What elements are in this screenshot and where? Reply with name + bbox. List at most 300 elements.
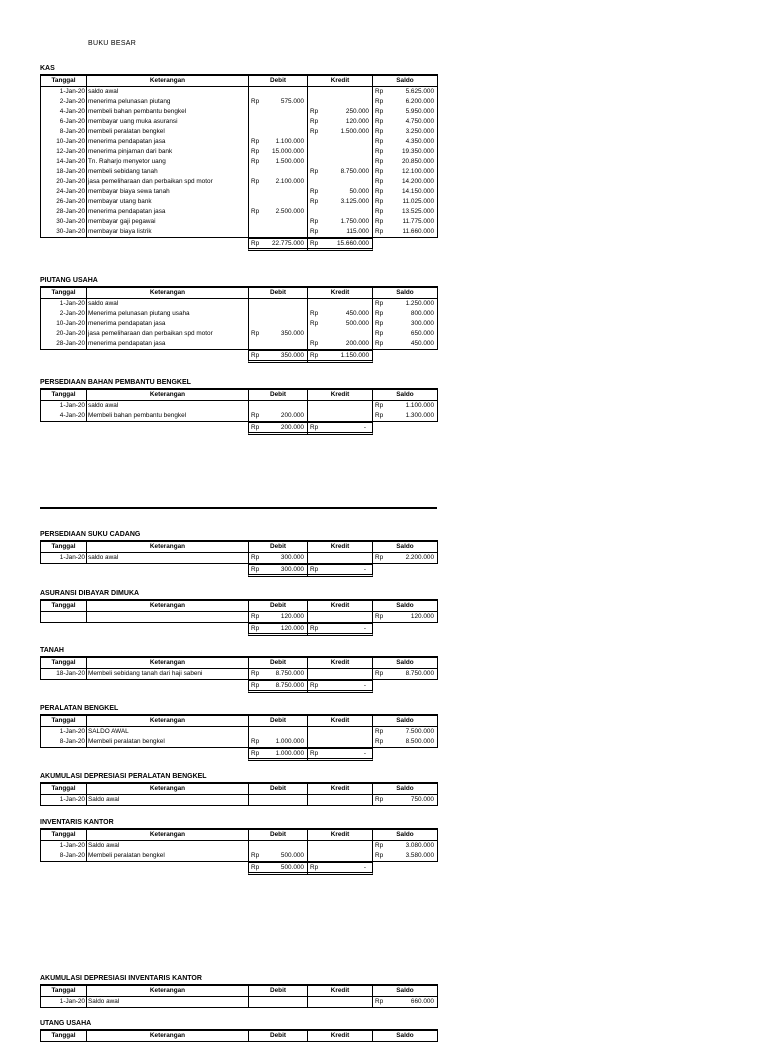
cell-kredit <box>308 669 373 680</box>
total-debit <box>248 623 308 636</box>
cell-tanggal: 1-Jan-20 <box>41 997 87 1008</box>
ledger-table <box>40 388 438 422</box>
table-row <box>41 997 438 1008</box>
ledger-table <box>40 984 438 1008</box>
cell-keterangan: jasa pemeliharaan dan perbaikan spd motor <box>87 177 249 187</box>
amount: 660.000 <box>410 998 434 1005</box>
amount: 750.000 <box>410 796 434 803</box>
currency-label: Rp <box>375 228 384 235</box>
currency-label: Rp <box>375 138 384 145</box>
cell-debit <box>249 87 308 98</box>
currency-label: Rp <box>251 738 260 745</box>
amount: 300.000 <box>280 554 304 561</box>
cell-kredit <box>308 97 373 107</box>
cell-tanggal: 1-Jan-20 <box>41 727 87 738</box>
total-debit <box>248 680 308 693</box>
cell-saldo <box>373 167 438 177</box>
amount: 120.000 <box>280 625 304 632</box>
amount: 120.000 <box>345 118 369 125</box>
table-row <box>41 309 438 319</box>
cell-keterangan: membayar biaya sewa tanah <box>87 187 249 197</box>
section-title: INVENTARIS KANTOR <box>40 819 114 826</box>
cell-debit <box>249 117 308 127</box>
total-kredit <box>307 422 373 435</box>
cell-kredit <box>308 187 373 197</box>
cell-kredit <box>308 107 373 117</box>
amount: 1.000.000 <box>275 738 304 745</box>
currency-label: Rp <box>375 148 384 155</box>
currency-label: Rp <box>251 566 260 573</box>
amount: 1.500.000 <box>275 158 304 165</box>
amount: 11.660.000 <box>402 228 434 235</box>
currency-label: Rp <box>375 412 384 419</box>
cell-debit <box>249 227 308 238</box>
ledger-table <box>40 1029 438 1042</box>
cell-keterangan: menerima pendapatan jasa <box>87 137 249 147</box>
header-tanggal: Tanggal <box>41 715 87 727</box>
header-keterangan: Keterangan <box>87 75 249 87</box>
ledger-section <box>40 772 437 806</box>
total-kredit <box>307 623 373 636</box>
currency-label: Rp <box>251 864 260 871</box>
currency-label: Rp <box>375 670 384 677</box>
cell-keterangan: jasa pemeliharaan dan perbaikan spd motor <box>87 329 249 339</box>
header-keterangan: Keterangan <box>87 541 249 553</box>
currency-label: Rp <box>375 128 384 135</box>
cell-tanggal: 1-Jan-20 <box>41 87 87 98</box>
cell-saldo <box>373 795 438 806</box>
currency-label: Rp <box>310 310 319 317</box>
cell-saldo <box>373 997 438 1008</box>
cell-debit <box>249 137 308 147</box>
amount: 1.300.000 <box>405 412 434 419</box>
table-row <box>41 727 438 738</box>
cell-keterangan: membeli peralatan bengkel <box>87 127 249 137</box>
total-kredit <box>307 238 373 251</box>
currency-label: Rp <box>375 728 384 735</box>
cell-keterangan: Membeli peralatan bengkel <box>87 737 249 748</box>
cell-kredit <box>308 612 373 623</box>
header-row <box>41 75 438 87</box>
amount: 250.000 <box>345 108 369 115</box>
currency-label: Rp <box>310 750 319 757</box>
header-saldo: Saldo <box>373 829 438 841</box>
cell-keterangan: menerima pendapatan jasa <box>87 339 249 350</box>
ledger-section <box>40 378 437 433</box>
cell-tanggal: 30-Jan-20 <box>41 217 87 227</box>
cell-debit <box>249 107 308 117</box>
ledger-section <box>40 646 437 691</box>
cell-saldo <box>373 339 438 350</box>
amount: 3.080.000 <box>405 842 434 849</box>
amount: 200.000 <box>280 424 304 431</box>
header-debit: Debit <box>249 600 308 612</box>
cell-debit <box>249 299 308 310</box>
header-debit: Debit <box>249 541 308 553</box>
cell-tanggal: 18-Jan-20 <box>41 167 87 177</box>
cell-kredit <box>308 299 373 310</box>
cell-keterangan: membayar utang bank <box>87 197 249 207</box>
header-saldo: Saldo <box>373 287 438 299</box>
table-row <box>41 411 438 422</box>
amount: - <box>363 625 366 632</box>
total-kredit <box>307 862 373 875</box>
table-row <box>41 851 438 862</box>
ledger-section <box>40 589 437 634</box>
amount: 1.500.000 <box>340 128 369 135</box>
currency-label: Rp <box>375 340 384 347</box>
currency-label: Rp <box>310 864 319 871</box>
cell-keterangan: Menerima pelunasan piutang usaha <box>87 309 249 319</box>
table-row <box>41 669 438 680</box>
total-debit <box>248 748 308 761</box>
cell-debit <box>249 309 308 319</box>
cell-keterangan: membayar biaya listrik <box>87 227 249 238</box>
cell-tanggal: 10-Jan-20 <box>41 137 87 147</box>
header-keterangan: Keterangan <box>87 657 249 669</box>
cell-tanggal: 6-Jan-20 <box>41 117 87 127</box>
cell-debit <box>249 401 308 412</box>
table-row <box>41 737 438 748</box>
cell-kredit <box>308 309 373 319</box>
section-title: AKUMULASI DEPRESIASI INVENTARIS KANTOR <box>40 975 202 982</box>
header-tanggal: Tanggal <box>41 783 87 795</box>
amount: 50.000 <box>349 188 369 195</box>
ledger-section <box>40 818 437 873</box>
amount: 1.250.000 <box>405 300 434 307</box>
cell-saldo <box>373 319 438 329</box>
amount: 500.000 <box>280 852 304 859</box>
currency-label: Rp <box>375 320 384 327</box>
cell-saldo <box>373 401 438 412</box>
currency-label: Rp <box>251 330 260 337</box>
cell-kredit <box>308 329 373 339</box>
cell-kredit <box>308 227 373 238</box>
amount: - <box>363 424 366 431</box>
amount: 200.000 <box>280 412 304 419</box>
cell-saldo <box>373 727 438 738</box>
amount: - <box>363 864 366 871</box>
totals-row <box>40 862 437 873</box>
header-kredit: Kredit <box>308 783 373 795</box>
cell-debit <box>249 217 308 227</box>
currency-label: Rp <box>251 554 260 561</box>
currency-label: Rp <box>310 228 319 235</box>
ledger-table <box>40 599 438 623</box>
currency-label: Rp <box>310 682 319 689</box>
currency-label: Rp <box>310 218 319 225</box>
currency-label: Rp <box>251 178 260 185</box>
amount: 15.000.000 <box>272 148 304 155</box>
amount: 1.750.000 <box>340 218 369 225</box>
amount: 450.000 <box>345 310 369 317</box>
cell-tanggal: 26-Jan-20 <box>41 197 87 207</box>
cell-keterangan: menerima pendapatan jasa <box>87 207 249 217</box>
cell-debit <box>249 127 308 137</box>
currency-label: Rp <box>375 168 384 175</box>
cell-saldo <box>373 309 438 319</box>
ledger-section <box>40 974 437 1008</box>
currency-label: Rp <box>310 340 319 347</box>
table-row <box>41 147 438 157</box>
table-row <box>41 107 438 117</box>
table-row <box>41 217 438 227</box>
cell-tanggal <box>41 612 87 623</box>
amount: 19.350.000 <box>402 148 434 155</box>
cell-keterangan: Tn. Raharjo menyetor uang <box>87 157 249 167</box>
cell-debit <box>249 207 308 217</box>
cell-saldo <box>373 669 438 680</box>
cell-tanggal: 14-Jan-20 <box>41 157 87 167</box>
amount: 5.625.000 <box>405 88 434 95</box>
cell-debit <box>249 339 308 350</box>
header-tanggal: Tanggal <box>41 541 87 553</box>
header-keterangan: Keterangan <box>87 287 249 299</box>
amount: 20.850.000 <box>402 158 434 165</box>
header-debit: Debit <box>249 783 308 795</box>
section-title: UTANG USAHA <box>40 1020 92 1027</box>
header-debit: Debit <box>249 75 308 87</box>
currency-label: Rp <box>251 158 260 165</box>
currency-label: Rp <box>310 128 319 135</box>
totals-row <box>40 422 437 433</box>
ledger-section <box>40 276 437 361</box>
currency-label: Rp <box>310 424 319 431</box>
cell-keterangan: Membeli peralatan bengkel <box>87 851 249 862</box>
ledger-section <box>40 704 437 759</box>
cell-keterangan: saldo awal <box>87 553 249 564</box>
header-kredit: Kredit <box>308 829 373 841</box>
header-debit: Debit <box>249 715 308 727</box>
cell-kredit <box>308 117 373 127</box>
header-row <box>41 783 438 795</box>
currency-label: Rp <box>310 188 319 195</box>
cell-keterangan: Membeli sebidang tanah dari haji sabeni <box>87 669 249 680</box>
cell-debit <box>249 737 308 748</box>
amount: 12.100.000 <box>402 168 434 175</box>
amount: 120.000 <box>410 613 434 620</box>
header-kredit: Kredit <box>308 1030 373 1042</box>
cell-kredit <box>308 127 373 137</box>
header-kredit: Kredit <box>308 541 373 553</box>
amount: 1.100.000 <box>275 138 304 145</box>
currency-label: Rp <box>251 98 260 105</box>
currency-label: Rp <box>375 796 384 803</box>
currency-label: Rp <box>310 118 319 125</box>
currency-label: Rp <box>310 198 319 205</box>
ledger-table <box>40 714 438 748</box>
amount: 11.775.000 <box>402 218 434 225</box>
amount: 1.100.000 <box>405 402 434 409</box>
header-tanggal: Tanggal <box>41 1030 87 1042</box>
ledger-table <box>40 782 438 806</box>
table-row <box>41 207 438 217</box>
table-row <box>41 117 438 127</box>
cell-kredit <box>308 997 373 1008</box>
currency-label: Rp <box>251 625 260 632</box>
cell-keterangan: membeli sebidang tanah <box>87 167 249 177</box>
amount: 2.100.000 <box>275 178 304 185</box>
cell-debit <box>249 97 308 107</box>
cell-kredit <box>308 401 373 412</box>
header-keterangan: Keterangan <box>87 600 249 612</box>
cell-keterangan <box>87 612 249 623</box>
header-keterangan: Keterangan <box>87 715 249 727</box>
table-row <box>41 137 438 147</box>
header-saldo: Saldo <box>373 715 438 727</box>
total-kredit <box>307 748 373 761</box>
amount: 7.500.000 <box>405 728 434 735</box>
amount: 575.000 <box>280 98 304 105</box>
cell-keterangan: menerima pelunasan piutang <box>87 97 249 107</box>
cell-tanggal: 20-Jan-20 <box>41 177 87 187</box>
header-tanggal: Tanggal <box>41 829 87 841</box>
amount: 5.950.000 <box>405 108 434 115</box>
header-debit: Debit <box>249 985 308 997</box>
total-debit <box>248 350 308 363</box>
currency-label: Rp <box>375 208 384 215</box>
cell-saldo <box>373 227 438 238</box>
total-kredit <box>307 564 373 577</box>
currency-label: Rp <box>251 750 260 757</box>
cell-kredit <box>308 207 373 217</box>
cell-saldo <box>373 329 438 339</box>
ledger-table <box>40 540 438 564</box>
total-kredit <box>307 350 373 363</box>
totals-row <box>40 748 437 759</box>
table-row <box>41 127 438 137</box>
header-tanggal: Tanggal <box>41 389 87 401</box>
cell-kredit <box>308 411 373 422</box>
cell-tanggal: 4-Jan-20 <box>41 107 87 117</box>
header-debit: Debit <box>249 389 308 401</box>
amount: - <box>363 682 366 689</box>
cell-saldo <box>373 207 438 217</box>
currency-label: Rp <box>251 613 260 620</box>
cell-tanggal: 20-Jan-20 <box>41 329 87 339</box>
header-kredit: Kredit <box>308 75 373 87</box>
currency-label: Rp <box>375 158 384 165</box>
header-row <box>41 287 438 299</box>
cell-kredit <box>308 87 373 98</box>
total-debit <box>248 564 308 577</box>
amount: - <box>363 566 366 573</box>
cell-keterangan: saldo awal <box>87 87 249 98</box>
currency-label: Rp <box>375 300 384 307</box>
ledger-section <box>40 1019 437 1042</box>
currency-label: Rp <box>375 998 384 1005</box>
table-row <box>41 319 438 329</box>
ledger-section <box>40 530 437 575</box>
header-kredit: Kredit <box>308 389 373 401</box>
table-row <box>41 227 438 238</box>
cell-tanggal: 2-Jan-20 <box>41 97 87 107</box>
ledger-table <box>40 828 438 862</box>
cell-tanggal: 12-Jan-20 <box>41 147 87 157</box>
amount: 8.750.000 <box>340 168 369 175</box>
section-title: PERALATAN BENGKEL <box>40 705 119 712</box>
document-title: BUKU BESAR <box>88 40 137 47</box>
amount: 8.750.000 <box>275 682 304 689</box>
cell-tanggal: 1-Jan-20 <box>41 299 87 310</box>
table-row <box>41 167 438 177</box>
cell-saldo <box>373 87 438 98</box>
total-debit <box>248 862 308 875</box>
cell-saldo <box>373 612 438 623</box>
ledger-table <box>40 286 438 350</box>
header-debit: Debit <box>249 829 308 841</box>
amount: 500.000 <box>280 864 304 871</box>
amount: - <box>363 750 366 757</box>
currency-label: Rp <box>251 138 260 145</box>
cell-debit <box>249 147 308 157</box>
cell-debit <box>249 177 308 187</box>
cell-keterangan: menerima pendapatan jasa <box>87 319 249 329</box>
header-keterangan: Keterangan <box>87 829 249 841</box>
cell-saldo <box>373 117 438 127</box>
amount: 2.200.000 <box>405 554 434 561</box>
cell-tanggal: 1-Jan-20 <box>41 401 87 412</box>
header-kredit: Kredit <box>308 600 373 612</box>
header-saldo: Saldo <box>373 985 438 997</box>
section-title: TANAH <box>40 647 64 654</box>
amount: 3.250.000 <box>405 128 434 135</box>
table-row <box>41 187 438 197</box>
cell-kredit <box>308 147 373 157</box>
header-tanggal: Tanggal <box>41 657 87 669</box>
amount: 300.000 <box>410 320 434 327</box>
header-tanggal: Tanggal <box>41 287 87 299</box>
cell-tanggal: 24-Jan-20 <box>41 187 87 197</box>
currency-label: Rp <box>375 330 384 337</box>
currency-label: Rp <box>375 842 384 849</box>
cell-keterangan: saldo awal <box>87 401 249 412</box>
amount: 500.000 <box>345 320 369 327</box>
amount: 15.660.000 <box>337 240 369 247</box>
cell-kredit <box>308 217 373 227</box>
amount: 11.025.000 <box>402 198 434 205</box>
amount: 350.000 <box>280 330 304 337</box>
cell-debit <box>249 329 308 339</box>
total-kredit <box>307 680 373 693</box>
currency-label: Rp <box>375 738 384 745</box>
header-saldo: Saldo <box>373 389 438 401</box>
currency-label: Rp <box>375 188 384 195</box>
header-row <box>41 829 438 841</box>
cell-keterangan: menerima pinjaman dari bank <box>87 147 249 157</box>
cell-tanggal: 8-Jan-20 <box>41 737 87 748</box>
header-saldo: Saldo <box>373 600 438 612</box>
currency-label: Rp <box>251 148 260 155</box>
cell-debit <box>249 997 308 1008</box>
totals-row <box>40 623 437 634</box>
header-tanggal: Tanggal <box>41 600 87 612</box>
table-row <box>41 299 438 310</box>
cell-debit <box>249 319 308 329</box>
currency-label: Rp <box>251 208 260 215</box>
ledger-section <box>40 64 437 249</box>
cell-debit <box>249 669 308 680</box>
cell-saldo <box>373 147 438 157</box>
header-row <box>41 389 438 401</box>
currency-label: Rp <box>251 670 260 677</box>
cell-tanggal: 18-Jan-20 <box>41 669 87 680</box>
cell-tanggal: 8-Jan-20 <box>41 127 87 137</box>
amount: 200.000 <box>345 340 369 347</box>
amount: 3.125.000 <box>340 198 369 205</box>
currency-label: Rp <box>375 554 384 561</box>
currency-label: Rp <box>251 240 260 247</box>
